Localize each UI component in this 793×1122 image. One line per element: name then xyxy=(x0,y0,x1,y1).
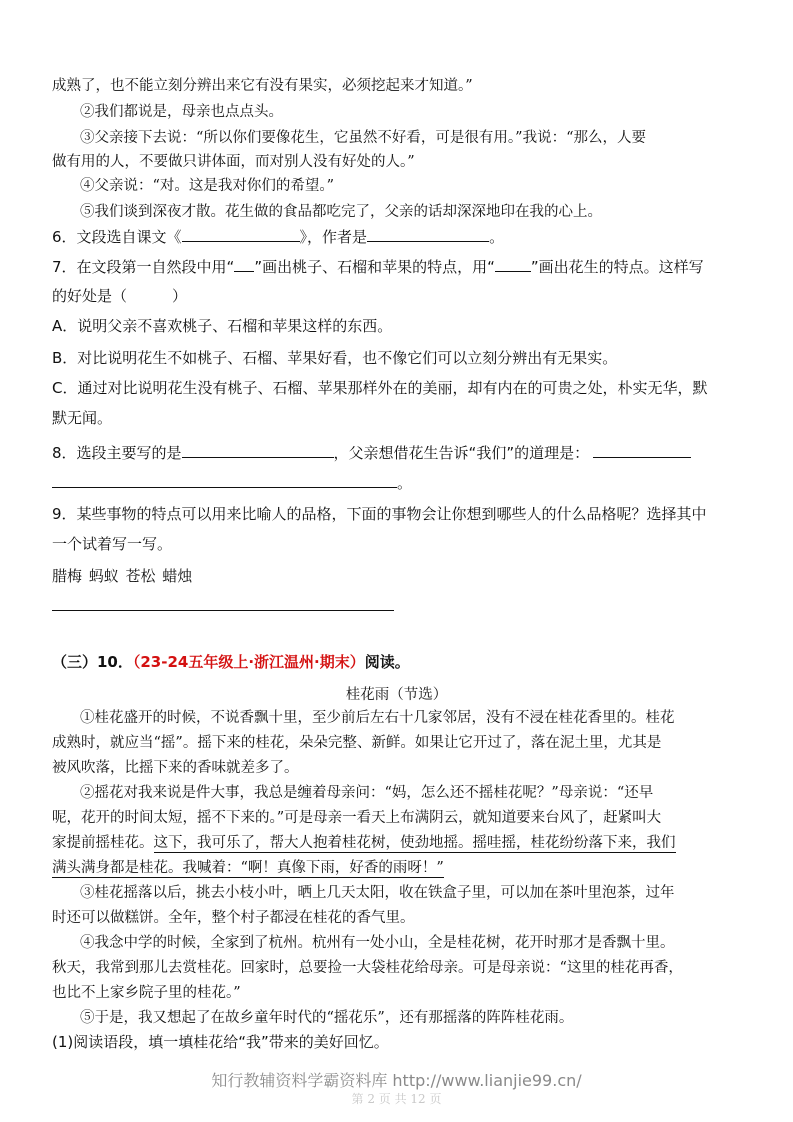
passage-title: 桂花雨（节选） xyxy=(345,687,448,703)
question-9: 9．某些事物的特点可以用来比喻人的品格，下面的事物会让你想到哪些人的什么品格呢？选择其中 xyxy=(52,505,707,523)
page-number: 第 2 页 共 12 页 xyxy=(351,1092,442,1106)
passage-text: 家提前摇桂花。 xyxy=(52,835,154,851)
question-9-continued: 一个试着写一写。 xyxy=(52,535,173,553)
passage-paragraph-4: ④父亲说：“对。这是我对你们的希望。” xyxy=(80,178,335,194)
question-8-text: 8．选段主要写的是 xyxy=(52,444,182,462)
underline-sample-straight xyxy=(234,256,254,272)
question-8-end: 。 xyxy=(397,474,413,492)
question-7 xyxy=(52,256,704,277)
section-3-number: （三）10． xyxy=(52,653,133,671)
question-7-stem: 的好处是（ ） xyxy=(52,287,188,305)
question-6-text: 。 xyxy=(489,228,505,246)
option-c[interactable]: C．通过对比说明花生没有桃子、石榴、苹果那样外在的美丽，却有内在的可贵之处，朴实无华，默 xyxy=(52,379,708,397)
passage-paragraph-5: ⑤我们谈到深夜才散。花生做的食品都吃完了，父亲的话却深深地印在我的心上。 xyxy=(80,204,602,220)
underlined-sentence: 这下，我可乐了，帮大人抱着桂花树，使劲地摇。摇哇摇，桂花纷纷落下来，我们 xyxy=(153,835,676,851)
passage-paragraph-1: ①桂花盛开的时候，不说香飘十里，至少前后左右十几家邻居，没有不浸在桂花香里的。桂花 xyxy=(80,710,675,726)
answer-blank-lesson-continued[interactable] xyxy=(52,472,397,488)
section-3-heading xyxy=(52,652,410,672)
answer-blank-main-content[interactable] xyxy=(182,442,334,458)
passage-line: 也比不上家乡院子里的桂花。” xyxy=(52,985,241,1001)
passage-line: 时还可以做糕饼。全年，整个村子都浸在桂花的香气里。 xyxy=(52,910,415,926)
question-9-items: 腊梅 蚂蚁 苍松 蜡烛 xyxy=(52,567,193,585)
underline-sample-wavy xyxy=(495,256,531,272)
passage-line: 呢，花开的时间太短，摇不下来的。”可是母亲一看天上布满阴云，就知道要来台风了，赶紧叫大 xyxy=(52,810,662,826)
passage-line: 秋天，我常到那儿去赏桂花。回家时，总要捡一大袋桂花给母亲。可是母亲说：“这里的桂花再香， xyxy=(52,960,683,976)
passage-paragraph-5: ⑤于是，我又想起了在故乡童年时代的“摇花乐”，还有那摇落的阵阵桂花雨。 xyxy=(80,1010,574,1026)
passage-line: 被风吹落，比摇下来的香味就差多了。 xyxy=(52,760,299,776)
question-7-text: ”画出花生的特点。这样写 xyxy=(530,258,704,276)
answer-blank-lesson-title[interactable] xyxy=(182,226,300,242)
question-8-text: ，父亲想借花生告诉“我们”的道理是： xyxy=(333,444,590,462)
answer-line-q9[interactable] xyxy=(52,610,394,611)
passage-line: 成熟了，也不能立刻分辨出来它有没有果实，必须挖起来才知道。” xyxy=(52,78,473,94)
watermark-text: 知行教辅资料学霸资料库 http://www.lianjie99.cn/ xyxy=(211,1071,582,1090)
passage-paragraph-2: ②我们都说是，母亲也点点头。 xyxy=(80,104,283,120)
passage-line xyxy=(52,833,676,853)
passage-paragraph-3: ③父亲接下去说：“所以你们要像花生，它虽然不好看，可是很有用。”我说：“那么，人要 xyxy=(80,130,646,146)
sub-question-1: (1)阅读语段，填一填桂花给“我”带来的美好回忆。 xyxy=(52,1033,389,1051)
passage-paragraph-2: ②摇花对我来说是件大事，我总是缠着母亲问：“妈，怎么还不摇桂花呢？”母亲说：“还早 xyxy=(80,785,654,801)
question-8 xyxy=(52,442,691,463)
answer-blank-author[interactable] xyxy=(367,226,489,242)
option-b[interactable]: B．对比说明花生不如桃子、石榴、苹果好看，也不像它们可以立刻分辨出有无果实。 xyxy=(52,349,618,367)
question-6 xyxy=(52,226,504,247)
question-8-continued xyxy=(52,472,412,493)
passage-paragraph-4: ④我念中学的时候，全家到了杭州。杭州有一处小山，全是桂花树，花开时那才是香飘十里。 xyxy=(80,935,675,951)
question-7-text: ”画出桃子、石榴和苹果的特点，用“ xyxy=(254,258,495,276)
question-7-text: 7．在文段第一自然段中用“ xyxy=(52,258,235,276)
passage-line: 成熟时，就应当“摇”。摇下来的桂花，朵朵完整、新鲜。如果让它开过了，落在泥土里，尤其是 xyxy=(52,735,662,751)
option-a[interactable]: A．说明父亲不喜欢桃子、石榴和苹果这样的东西。 xyxy=(52,317,393,335)
answer-blank-lesson[interactable] xyxy=(593,442,691,458)
passage-line xyxy=(52,858,444,878)
section-3-instruction: 阅读。 xyxy=(364,653,410,671)
section-3-source: （23-24五年级上·浙江温州·期末） xyxy=(132,653,365,671)
underlined-sentence: 满头满身都是桂花。我喊着：“啊！真像下雨，好香的雨呀！” xyxy=(52,860,444,876)
passage-line: 做有用的人，不要做只讲体面，而对别人没有好处的人。” xyxy=(52,154,415,170)
passage-paragraph-3: ③桂花摇落以后，挑去小枝小叶，晒上几天太阳，收在铁盒子里，可以加在茶叶里泡茶，过年 xyxy=(80,885,675,901)
question-6-text: 》，作者是 xyxy=(299,228,368,246)
option-c-continued: 默无闻。 xyxy=(52,409,113,427)
question-6-text: 6．文段选自课文《 xyxy=(52,228,182,246)
